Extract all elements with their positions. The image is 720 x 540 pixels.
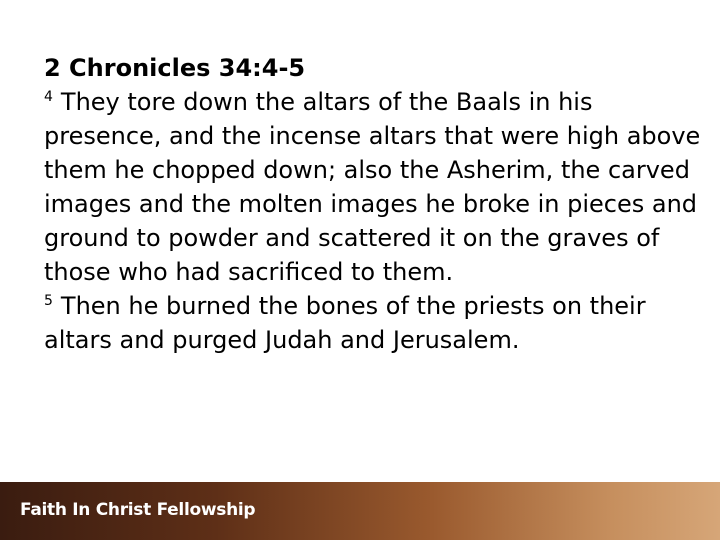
passage-reference: 2 Chronicles 34:4-5	[44, 54, 306, 82]
verse-number: 5	[44, 293, 53, 309]
verse-number: 4	[44, 89, 53, 105]
scripture-passage	[44, 51, 704, 357]
verse-4	[44, 88, 700, 286]
verse-text: Then he burned the bones of the priests on their altars and purged Judah and Jerusalem.	[44, 292, 646, 354]
verse-5	[44, 292, 646, 354]
verse-text: They tore down the altars of the Baals in his presence, and the incense altars that were high above them he chopped down; also the Asherim, the carved images and the molten images he broke in pieces and ground to powder and scattered it on the graves of those who had sacrificed to them.	[44, 88, 701, 286]
church-logo: Faith In Christ Fellowship	[20, 500, 256, 520]
